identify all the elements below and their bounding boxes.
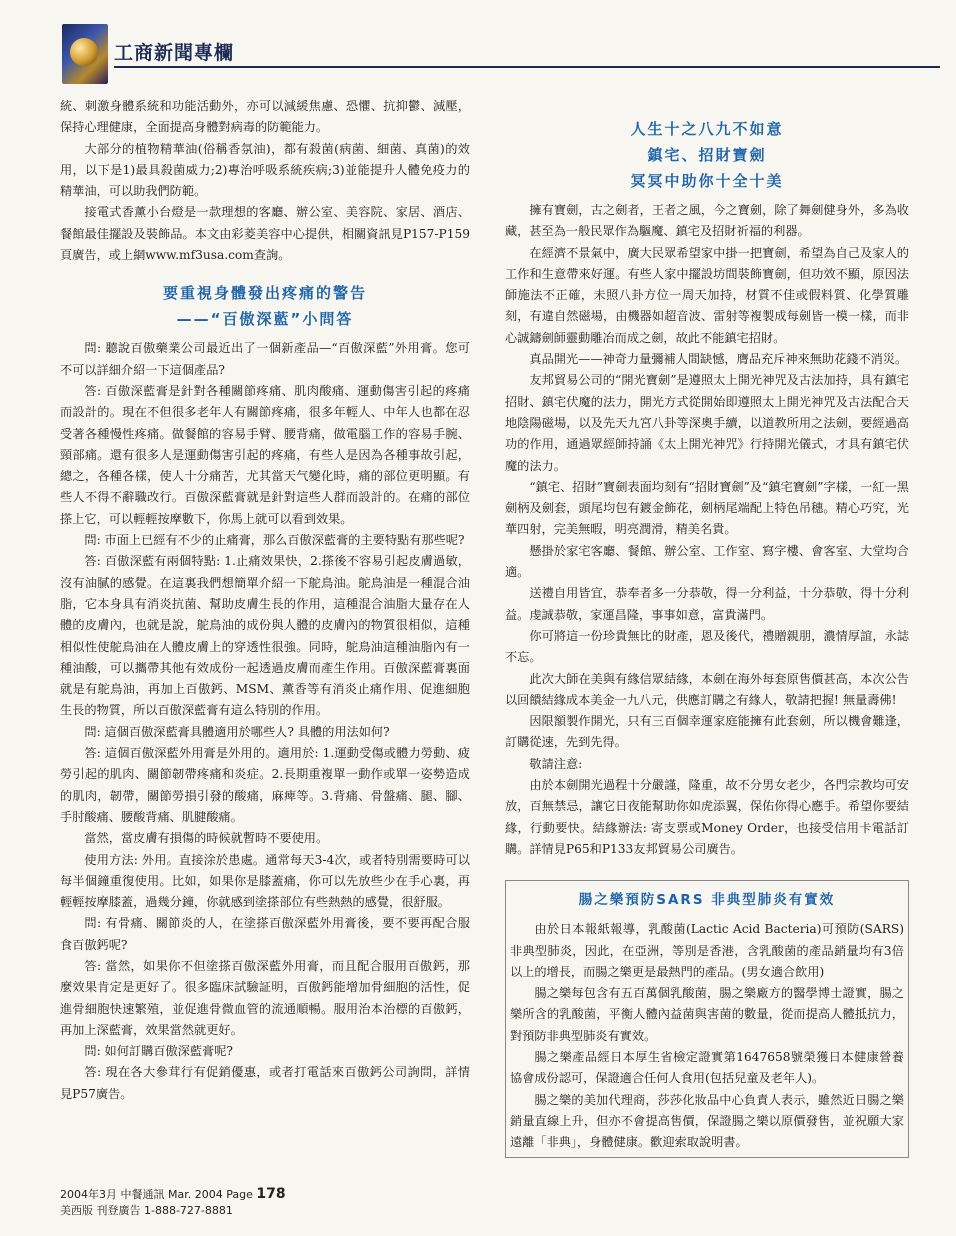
paragraph: 敬請注意: xyxy=(529,756,583,771)
section-title: 工商新聞專欄 xyxy=(114,42,235,64)
paragraph: 真品開光——神奇力量彌補人間缺憾，膺品充斥神來無助花錢不消災。 xyxy=(529,352,908,367)
article-subheading: ——“百傲深藍”小問答 xyxy=(176,310,354,329)
publication-info: 2004年3月 中餐通訊 Mar. 2004 Page xyxy=(60,1188,257,1201)
paragraph: 腸之樂的美加代理商，莎莎化妝品中心負責人表示，雖然近日腸之樂銷量直線上升，但亦不會提高售價，保證腸之樂以原價發售，並祝願大家遠離「非典」，身體健康。歡迎索取說明書。 xyxy=(510,1092,904,1150)
page-number: 178 xyxy=(256,1186,286,1202)
left-column xyxy=(60,96,470,1105)
question: 問: 有骨痛、關節炎的人，在塗搽百傲深藍外用膏後，要不要再配合服食百傲鈣呢? xyxy=(60,916,470,952)
paragraph: 在經濟不景氣中，廣大民眾希望家中掛一把寶劍，希望為自己及家人的工作和生意帶來好運。有些人家中擺設坊間裝飾寶劍，但功效不顯，原因法師施法不正確，未照八卦方位一周天加持，材質不佳或假料質、化學質雕刻，有違自然磁場，由機器如超音波、雷射等複製成每劍皆一模一樣，而非心誠鑄劍師靈動雕冶而成之劍，故此不能鎮宅招財。 xyxy=(505,245,909,345)
paragraph: 統、刺激身體系統和功能活動外，亦可以減緩焦慮、恐懼、抗抑鬱、減壓，保持心理健康，全面提高身體對病毒的防範能力。 xyxy=(60,99,470,135)
answer: 答: 百傲深藍膏是針對各種關節疼痛、肌肉酸痛、運動傷害引起的疼痛而設計的。現在不但很多老年人有關節疼痛，很多年輕人、中年人也都在忍受著各種慢性疼痛。做餐館的容易手臂、腰背痛，做電腦工作的容易手腕、頸部痛。還有很多人是運動傷害引起的疼痛，有些人是因為各種事故引起，總之，各種各樣，使人十分痛苦，尤其當天气變化時，痛的部位更明顯。有些人不得不辭職改行。百傲深藍膏就是針對這些人群而設計的。在痛的部位搽上它，可以輕輕按摩數下，你馬上就可以看到效果。 xyxy=(60,383,470,526)
article-heading: 鎮宅、招財寶劍 xyxy=(647,146,767,164)
paragraph: 接電式香薰小台燈是一款理想的客廳、辦公室、美容院、家居、酒店、餐館最佳擺設及裝飾品。本文由彩菱美容中心提供，相關資訊見P157-P159頁廣告，或上網www.mf3usa.com查詢。 xyxy=(60,205,470,263)
answer: 答: 當然，如果你不但塗搽百傲深藍外用膏，而且配合服用百傲鈣，那麼效果肯定是更好了。很多臨床試驗証明，百傲鈣能增加骨細胞的活性，促進骨細胞快速繁殖，並促進骨微血管的流通順暢。服用治本治標的百傲鈣，再加上深藍膏，效果當然就更好。 xyxy=(60,958,470,1037)
paragraph: 由於本劍開光過程十分嚴謹，隆重，故不分男女老少，各門宗教均可安放，百無禁忌，讓它日夜能幫助你如虎添翼，保佑你得心應手。希望你要結緣，行動要快。結緣辦法: 寄支票或Money Order，也接受信用卡電話訂購。詳情見P65和P133友邦貿易公司廣告。 xyxy=(505,778,909,856)
paragraph: 此次大師在美與有緣信眾結緣，本劍在海外每套原售價甚高，本次公告以回饋結緣成本美金一九八元，供應訂購之有緣人，敬請把握! 無量壽佛! xyxy=(505,671,909,707)
answer: 答: 現在各大參茸行有促銷優惠，或者打電話來百傲鈣公司詢問，詳情見P57廣告。 xyxy=(60,1065,470,1101)
paragraph: 使用方法: 外用。直接涂於患處。通常每天3-4次，或者特別需要時可以每半個鐘重復使用。比如，如果你是膝蓋痛，你可以先放些少在手心裏，再輕輕按摩膝蓋，過幾分鐘，你就感到塗搽部位有些熱熱的感覺，很舒服。 xyxy=(60,852,470,910)
paragraph: 懸掛於家宅客廳、餐館、辦公室、工作室、寫字樓、會客室、大堂均合適。 xyxy=(505,543,909,580)
paragraph: 友邦貿易公司的“開光寶劍”是遵照太上開光神咒及古法加持，具有鎮宅招財、鎮宅伏魔的法力，開光方式從開始即遵照太上開光神咒及古法配合天地陰陽磁場，以及先天九宮八卦等深奧手續，以道教所用之法劍，要經過高功的作用，通過眾經師持誦《太上開光神咒》行持開光儀式，才具有鎮宅伏魔的法力。 xyxy=(505,373,909,473)
article-heading: 要重視身體發出疼痛的警告 xyxy=(162,284,367,303)
paragraph: 大部分的植物精華油(俗稱香氛油)，都有殺菌(病菌、細菌、真菌)的效用，以下是1)最具殺菌威力;2)專治呼吸系統疾病;3)並能提升人體免疫力的精華油，可以助我們防範。 xyxy=(60,141,470,199)
magazine-logo-icon xyxy=(62,24,108,84)
article-heading: 人生十之八九不如意 xyxy=(630,120,784,138)
question: 問: 如何訂購百傲深藍膏呢? xyxy=(84,1044,233,1059)
footer-line-2: 美西版 刊登廣告 1-888-727-8881 xyxy=(60,1204,233,1217)
page-footer xyxy=(60,1186,286,1219)
question: 問: 市面上已經有不少的止痛膏，那么百傲深藍膏的主要特點有那些呢? xyxy=(84,533,465,548)
footer-line-1 xyxy=(60,1186,286,1203)
page-header xyxy=(62,24,942,88)
article-box xyxy=(505,880,909,1158)
paragraph: “鎮宅、招財”寶劍表面均刻有“招財寶劍”及“鎮宅寶劍”字樣，一紅一黑劍柄及劍套，頭尾均包有鍍金飾花，劍柄尾端配上特色吊穗。精心巧究，光華四射，完美無暇，明亮潤滑，精美名貴。 xyxy=(505,479,909,537)
article-heading: 腸之樂預防SARS 非典型肺炎有實效 xyxy=(578,892,836,909)
answer: 答: 這個百傲深藍外用膏是外用的。適用於: 1.運動受傷或體力勞動、疲勞引起的肌肉、關節韌帶疼痛和炎症。2.長期重複單一動作或單一姿勢造成的肌肉，韌帶，關節勞損引發的酸痛，麻痺等。3.背痛、骨盤痛、腿、腳、手肘酸痛、腰酸背痛、肌腱酸痛。 xyxy=(60,746,470,824)
question: 問: 這個百傲深藍膏具體適用於哪些人? 具體的用法如何? xyxy=(84,724,390,739)
paragraph: 腸之樂產品經日本厚生省檢定證實第1647658號榮獲日本健康營養協會成份認可，保證適合任何人食用(包括兒童及老年人)。 xyxy=(510,1049,904,1086)
right-column xyxy=(505,116,909,1158)
paragraph: 你可將這一份珍貴無比的財產，恩及後代，禮贈親朋，濃情厚誼，永誌不忘。 xyxy=(505,628,909,665)
paragraph: 送禮自用皆宜，恭奉者多一分恭敬，得一分利益，十分恭敬，得十分利益。虔誠恭敬，家運昌隆，事事如意，富貴滿門。 xyxy=(505,586,909,622)
paragraph: 擁有寶劍，古之劍者，王者之風，今之寶劍，除了舞劍健身外，多為收藏，甚至為一般民眾作為驅魔、鎮宅及招財祈福的利器。 xyxy=(505,203,909,239)
paragraph: 當然，當皮膚有損傷的時候就暫時不要使用。 xyxy=(84,831,329,846)
paragraph: 因限額製作開光，只有三百個幸運家庭能擁有此套劍，所以機會難逢，訂購從速，先到先得。 xyxy=(505,714,909,750)
article-heading: 冥冥中助你十全十美 xyxy=(630,172,784,190)
paragraph: 腸之樂每包含有五百萬個乳酸菌，腸之樂廠方的醫學博士證實，腸之樂所含的乳酸菌，平衡人體內益菌與害菌的數量，從而提高人體抵抗力，對預防非典型肺炎有實效。 xyxy=(510,986,904,1043)
answer: 答: 百傲深藍有兩個特點: 1.止痛效果快，2.搽後不容易引起皮膚過敏，沒有油膩的感覺。在這裏我們想簡單介紹一下鴕鳥油。鴕鳥油是一種混合油脂，它本身具有消炎抗菌、幫助皮膚生長的作用，這種混合油脂大量存在人體的皮膚內，也就是說，鴕鳥油的成份與人體的皮膚內的物質很相似，這種相似性使鴕鳥油在人體皮膚上的穿透性很強。同時，鴕鳥油這種油脂內有一種油酸，可以攜帶其他有效成份一起透過皮膚而產生作用。百傲深藍膏裏面就是有鴕鳥油，再加上百傲鈣、MSM、薰香等有消炎止痛作用、促進細胞生長的物質，所以百傲深藍膏有這么特別的作用。 xyxy=(60,554,470,718)
paragraph: 由於日本報紙報導，乳酸菌(Lactic Acid Bacteria)可預防(SARS)非典型肺炎，因此，在亞洲，等別是香港，含乳酸菌的產品銷量均有3倍以上的增長，而腸之樂更是最熱門的產品。(男女適合飲用) xyxy=(510,922,904,979)
question: 問: 聽說百傲藥業公司最近出了一個新產品—“百傲深藍”外用膏。您可不可以詳細介紹一下這個產品? xyxy=(60,341,470,377)
header-divider xyxy=(114,66,940,68)
